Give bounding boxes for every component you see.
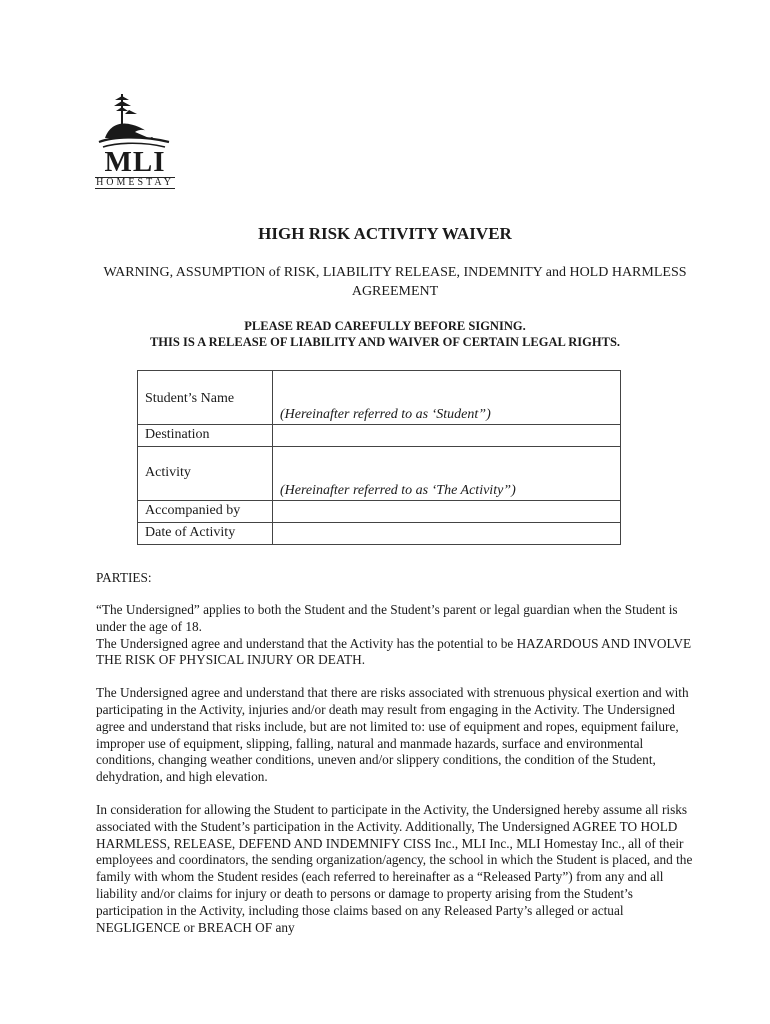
accompanied-field[interactable] <box>273 501 621 523</box>
document-title: HIGH RISK ACTIVITY WAIVER <box>258 224 512 243</box>
date-field[interactable] <box>273 523 621 545</box>
waiver-body <box>96 602 696 952</box>
form-row-date <box>138 523 621 545</box>
notice-line-2: THIS IS A RELEASE OF LIABILITY AND WAIVER OF CERTAIN LEGAL RIGHTS. <box>149 335 621 349</box>
student-hint: (Hereinafter referred to as ‘Student”) <box>280 407 491 422</box>
participant-form <box>137 370 621 545</box>
accompanied-label: Accompanied by <box>145 503 241 518</box>
activity-label: Activity <box>145 465 191 480</box>
logo-name: MLI <box>104 146 166 178</box>
paragraph-risks: The Undersigned agree and understand that there are risks associated with strenuous physical exertion and with participating in the Activity, injuries and/or death may result from engaging in the Activity. The Undersigned agree and understand that risks include, but are not limited to: use of equipment and ropes, equipment failure, improper use of equipment, slipping, falling, natural and manmade hazards, surface and environmental conditions, changing weather conditions, uneven and/or slippery conditions, the condition of the Student, dehydration, and high elevation. <box>96 685 689 785</box>
form-row-accompanied <box>138 501 621 523</box>
student-name-field[interactable] <box>273 371 621 425</box>
paragraph-release: In consideration for allowing the Student to participate in the Activity, the Undersigned hereby assume all risks associated with the Student’s participation in the Activity. Additionally, The Undersigned AGREE TO HOLD HARMLESS, RELEASE, DEFEND AND INDEMNIFY CISS Inc., MLI Inc., MLI Homestay Inc., all of their employees and coordinators, the sending organization/agency, the school in which the Student is placed, and the family with whom the Student resides (each referred to hereinafter as a “Released Party”) from any and all liability and/or claims for injury or death to persons or damage to property arising from the Student’s participation in the Activity, including those claims based on any Released Party’s alleged or actual NEGLIGENCE or BREACH OF any <box>96 801 693 935</box>
paragraph-hazard: The Undersigned agree and understand that the Activity has the potential to be HAZARDOUS AND INVOLVE THE RISK OF PHYSICAL INJURY OR DEATH. <box>96 635 692 668</box>
warning-notice <box>0 318 770 350</box>
tree-island-icon <box>95 92 175 150</box>
destination-label: Destination <box>145 427 210 442</box>
logo-subtitle: HOMESTAY <box>96 177 174 188</box>
form-row-activity <box>138 447 621 501</box>
paragraph-undersigned: “The Undersigned” applies to both the Student and the Student’s parent or legal guardian when the Student is under the age of 18. <box>96 602 678 634</box>
logo-wordmark <box>95 148 175 189</box>
form-row-destination <box>138 425 621 447</box>
document-subtitle: WARNING, ASSUMPTION of RISK, LIABILITY RELEASE, INDEMNITY and HOLD HARMLESS AGREEMENT <box>103 265 687 299</box>
form-row-student <box>138 371 621 425</box>
notice-line-1: PLEASE READ CAREFULLY BEFORE SIGNING. <box>244 319 526 333</box>
student-name-label: Student’s Name <box>145 391 235 406</box>
date-label: Date of Activity <box>145 525 236 540</box>
activity-hint: (Hereinafter referred to as ‘The Activity”) <box>280 483 516 498</box>
parties-heading: PARTIES: <box>96 570 152 585</box>
destination-field[interactable] <box>273 425 621 447</box>
activity-field[interactable] <box>273 447 621 501</box>
